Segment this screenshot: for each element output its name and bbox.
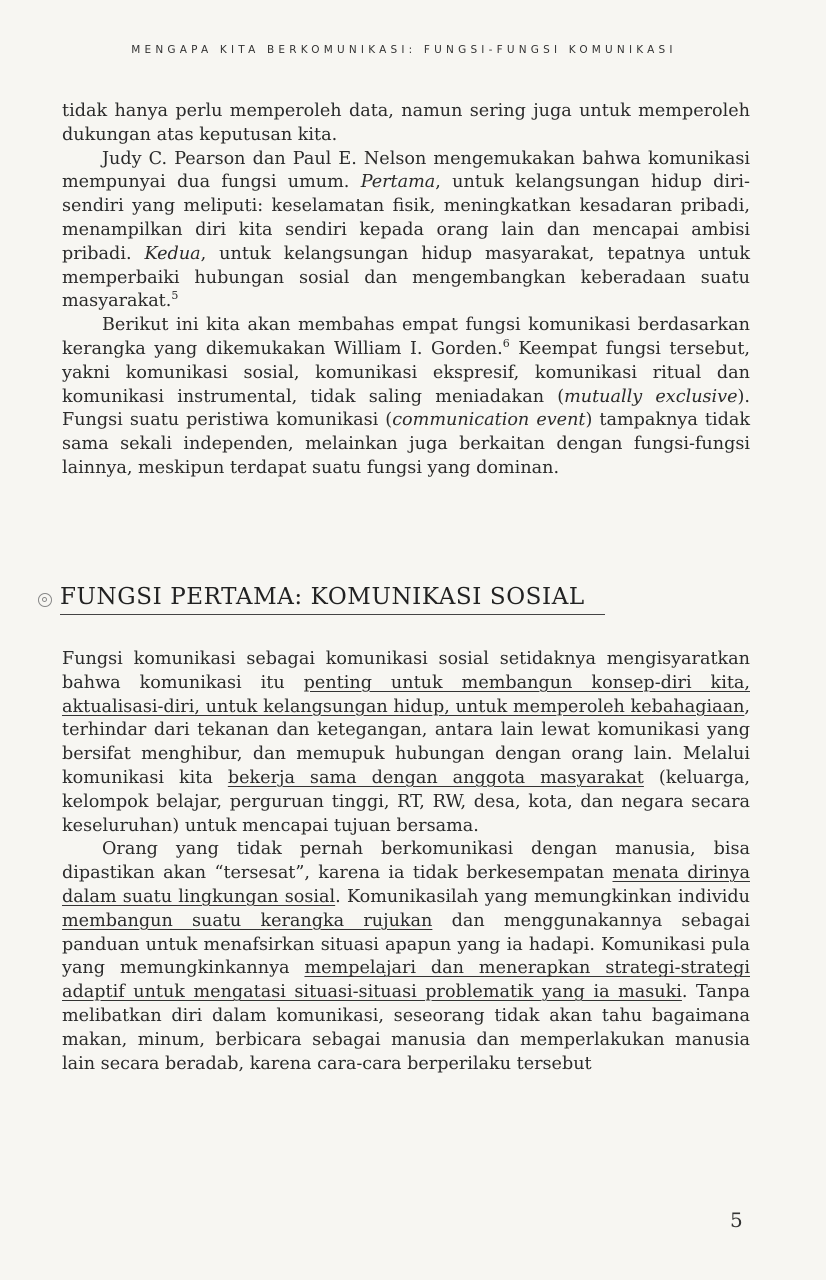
section-text-block bbox=[62, 648, 750, 1076]
section-heading bbox=[38, 584, 638, 615]
section-bullet-icon bbox=[38, 593, 52, 607]
running-header: MENGAPA KITA BERKOMUNIKASI: FUNGSI-FUNGSI KOMUNIKASI bbox=[131, 44, 677, 56]
paragraph-social-function: Fungsi komunikasi sebagai komunikasi sosial setidaknya mengisyaratkan bahwa komunikasi itu penting untuk membangun konsep-diri kita, aktualisasi-diri, untuk kelangsungan hidup, untuk memperoleh kebahagiaan, terhindar dari tekanan dan ketegangan, antara lain lewat komunikasi yang bersifat menghibur, dan memupuk hubungan dengan orang lain. Melalui komunikasi kita bekerja sama dengan anggota masyarakat (keluarga, kelompok belajar, perguruan tinggi, RT, RW, desa, kota, dan negara secara keseluruhan) untuk mencapai tujuan bersama. bbox=[62, 649, 751, 836]
emphasis-pertama: Pertama bbox=[360, 172, 436, 193]
emphasis-mutually-exclusive: mutually exclusive bbox=[564, 386, 738, 407]
paragraph-continuation: tidak hanya perlu memperoleh data, namun sering juga untuk memperoleh dukungan atas keputusan kita. bbox=[62, 101, 750, 145]
underlined-phrase: membangun suatu kerangka rujukan bbox=[62, 910, 433, 931]
paragraph-communication-need: Orang yang tidak pernah berkomunikasi dengan manusia, bisa dipastikan akan “tersesat”, karena ia tidak berkesempatan menata dirinya dalam suatu lingkungan sosial. Komunikasilah yang memungkinkan individu membangun suatu kerangka rujukan dan menggunakannya sebagai panduan untuk menafsirkan situasi apapun yang ia hadapi. Komunikasi pula yang memungkinkannya mempelajari dan menerapkan strategi-strategi adaptif untuk mengatasi situasi-situasi problematik yang ia masuki. Tanpa melibatkan diri dalam komunikasi, seseorang tidak akan tahu bagaimana makan, minum, berbicara sebagai manusia dan memperlakukan manusia lain secara beradab, karena cara-cara berperilaku tersebut bbox=[62, 839, 751, 1074]
page-number: 5 bbox=[730, 1208, 743, 1232]
opening-text-block bbox=[62, 100, 750, 481]
underlined-phrase: menata dirinya dalam suatu lingkungan sosial bbox=[62, 863, 750, 907]
underlined-phrase: bekerja sama dengan anggota masyarakat bbox=[227, 767, 644, 788]
footnote-ref-6: 6 bbox=[502, 337, 510, 351]
paragraph-pearson-nelson: Judy C. Pearson dan Paul E. Nelson mengemukakan bahwa komunikasi mempunyai dua fungsi umum. Pertama, untuk kelangsungan hidup diri-sendiri yang meliputi: keselamatan fisik, meningkatkan kesadaran pribadi, menampilkan diri kita sendiri kepada orang lain dan mencapai ambisi pribadi. Kedua, untuk kelangsungan hidup masyarakat, tepatnya untuk memperbaiki hubungan sosial dan mengembangkan keberadaan suatu masyarakat.$^5$ bbox=[62, 148, 750, 312]
emphasis-kedua: Kedua bbox=[144, 243, 201, 264]
footnote-ref-5: 5 bbox=[171, 289, 179, 303]
section-title: FUNGSI PERTAMA: KOMUNIKASI SOSIAL bbox=[60, 584, 605, 615]
underlined-phrase: mempelajari dan menerapkan strategi-strategi adaptif untuk mengatasi situasi-situasi problematik yang ia masuki bbox=[62, 958, 750, 1003]
paragraph-gorden: Berikut ini kita akan membahas empat fungsi komunikasi berdasarkan kerangka yang dikemukakan William I. Gorden.$^6$ Keempat fungsi tersebut, yakni komunikasi sosial, komunikasi ekspresif, komunikasi ritual dan komunikasi instrumental, tidak saling meniadakan (mutually exclusive). Fungsi suatu peristiwa komunikasi (communication event) tampaknya tidak sama sekali independen, melainkan juga berkaitan dengan fungsi-fungsi lainnya, meskipun terdapat suatu fungsi yang dominan. bbox=[62, 315, 751, 478]
underlined-phrase: penting untuk membangun konsep-diri kita, aktualisasi-diri, untuk kelangsungan hidup, untuk memperoleh kebahagiaan bbox=[62, 672, 750, 717]
emphasis-communication-event: communication event bbox=[392, 410, 586, 431]
